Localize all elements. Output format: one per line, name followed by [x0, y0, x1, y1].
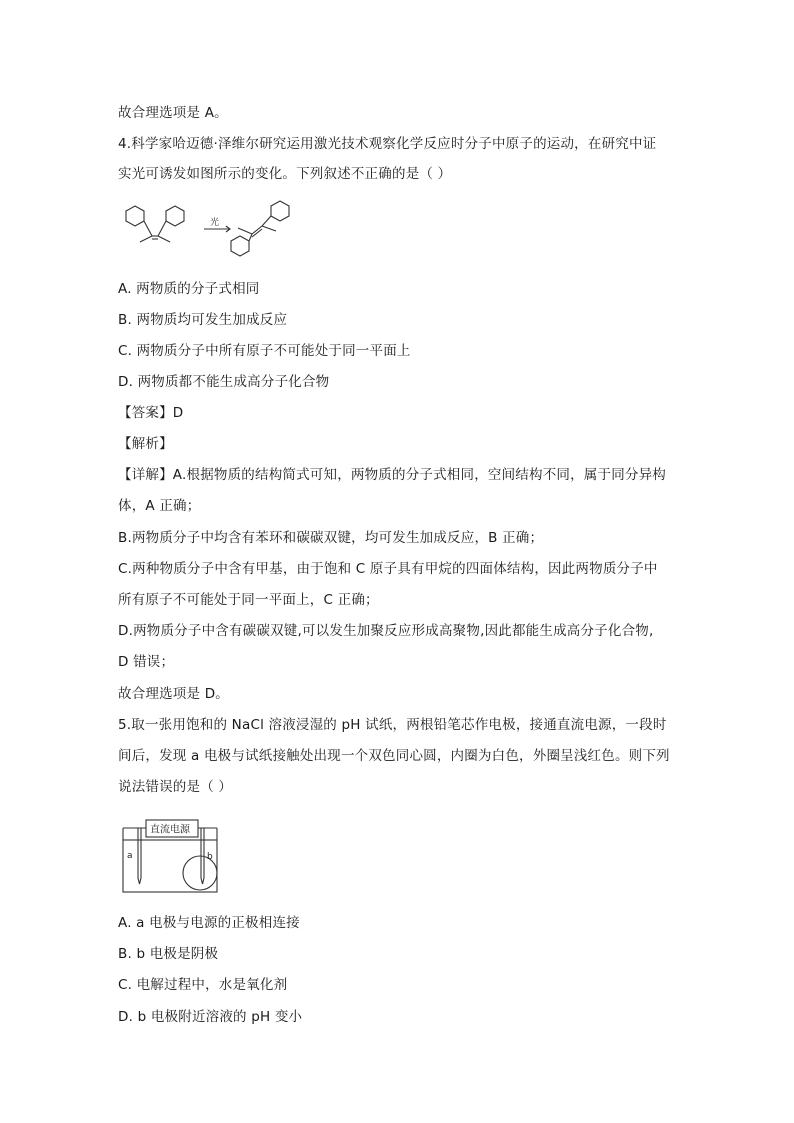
electrode-b-label: b — [207, 852, 213, 862]
detail-line-7: D 错误； — [118, 654, 175, 670]
power-supply-label: 直流电源 — [150, 824, 190, 836]
line-1: 故合理选项是 A。 — [118, 105, 228, 121]
electrolysis-figure — [118, 818, 228, 898]
paper-frame — [123, 840, 217, 892]
q5-line-1: 5.取一张用饱和的 NaCl 溶液浸湿的 pH 试纸，两根铅笔芯作电极，接通直流电源，一段时 — [118, 717, 667, 733]
benzene-ring-2 — [166, 206, 184, 226]
detail-line-6: D.两物质分子中含有碳碳双键,可以发生加聚反应形成高聚物,因此都能生成高分子化合物, — [118, 623, 654, 639]
detail-line-3: B.两物质分子中均含有苯环和碳碳双键，均可发生加成反应，B 正确； — [118, 530, 544, 546]
detail-line-4: C.两种物质分子中含有甲基，由于饱和 C 原子具有甲烷的四面体结构，因此两物质分子中 — [118, 561, 658, 577]
answer-label: 【答案】D — [118, 405, 184, 421]
option-b-q4: B. 两物质均可发生加成反应 — [118, 312, 288, 328]
detail-line-2: 体，A 正确； — [118, 498, 201, 514]
option-a-q4: A. 两物质的分子式相同 — [118, 281, 260, 297]
arrow-label: 光 — [210, 218, 220, 228]
option-b-q5: B. b 电极是阴极 — [118, 946, 219, 962]
line-2: 4.科学家哈迈德·泽维尔研究运用激光技术观察化学反应时分子中原子的运动，在研究中证 — [118, 136, 657, 152]
option-c-q5: C. 电解过程中，水是氧化剂 — [118, 977, 288, 993]
option-d-q5: D. b 电极附近溶液的 pH 变小 — [118, 1009, 303, 1025]
detail-line-1: 【详解】A.根据物质的结构简式可知，两物质的分子式相同，空间结构不同，属于同分异构 — [118, 467, 666, 483]
q5-line-3: 说法错误的是（ ） — [118, 779, 233, 795]
detail-line-5: 所有原子不可能处于同一平面上，C 正确； — [118, 592, 379, 608]
benzene-ring-4 — [231, 236, 249, 256]
line-3: 实光可诱发如图所示的变化。下列叙述不正确的是（ ） — [118, 166, 452, 182]
option-d-q4: D. 两物质都不能生成高分子化合物 — [118, 374, 330, 390]
benzene-ring-1 — [126, 206, 144, 226]
reaction-figure — [118, 196, 318, 268]
option-a-q5: A. a 电极与电源的正极相连接 — [118, 915, 300, 931]
electrode-a-label: a — [127, 851, 133, 861]
option-c-q4: C. 两物质分子中所有原子不可能处于同一平面上 — [118, 343, 411, 359]
q5-line-2: 间后，发现 a 电极与试纸接触处出现一个双色同心圆，内圈为白色，外圈呈浅红色。则下列 — [118, 748, 670, 764]
benzene-ring-3 — [271, 201, 289, 221]
analysis-label: 【解析】 — [118, 436, 173, 452]
conclusion-line: 故合理选项是 D。 — [118, 686, 229, 702]
